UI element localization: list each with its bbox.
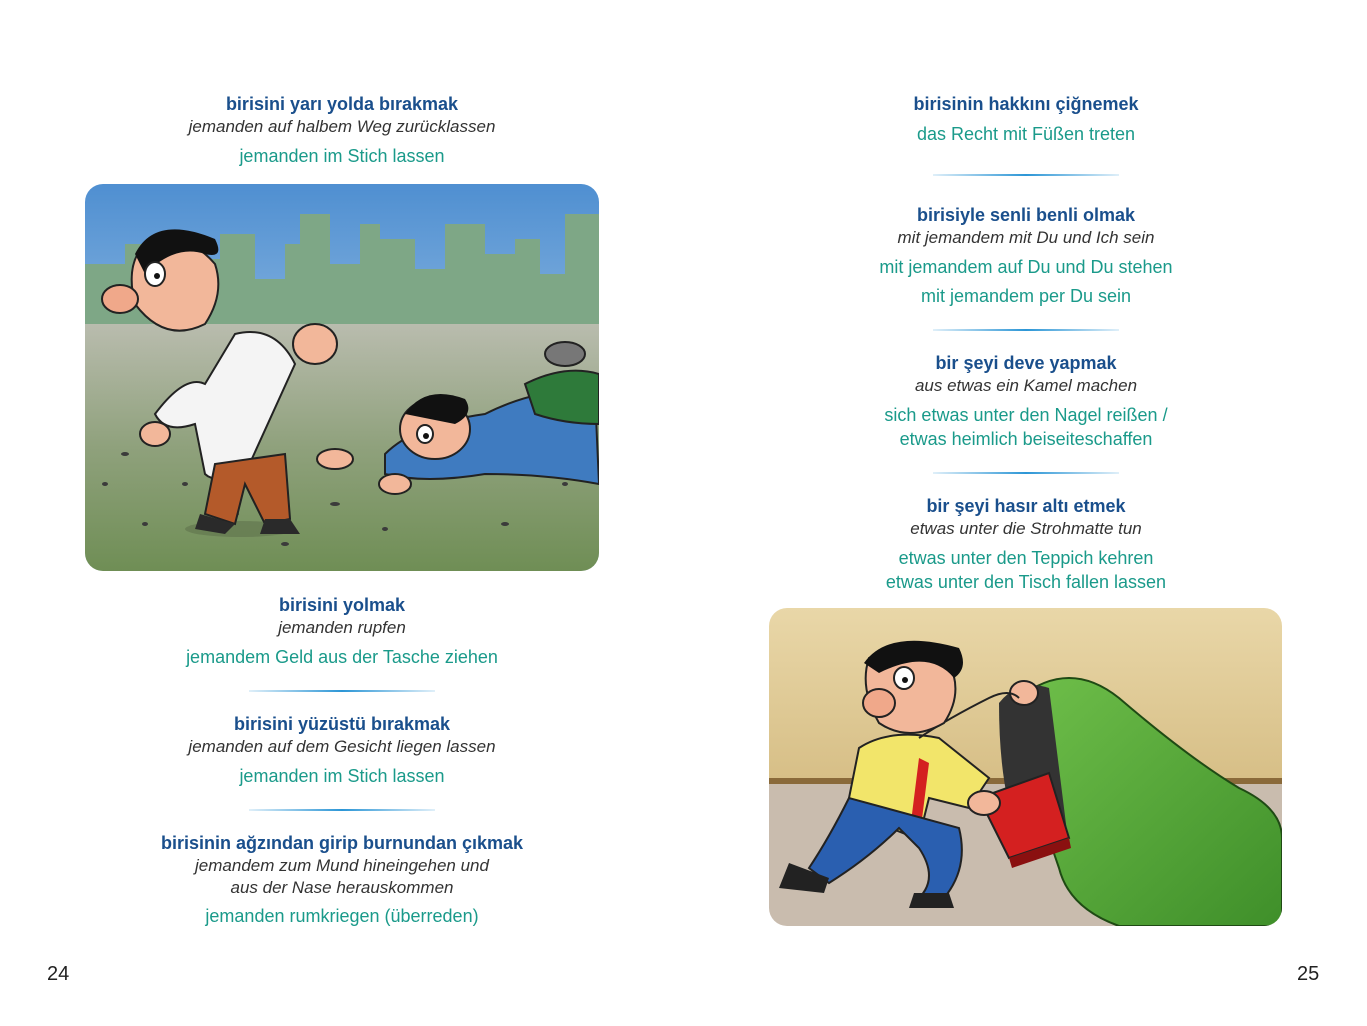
left-page [0,0,683,1026]
turkish-idiom: bir şeyi hasır altı etmek [926,496,1126,516]
separator-line [249,809,435,811]
idiom-entry [42,93,642,168]
literal-translation: etwas unter die Strohmatte tun [910,519,1142,538]
cartoon-image [85,184,599,571]
literal-translation: mit jemandem mit Du und Ich sein [897,228,1155,247]
idiom-entry [42,594,642,669]
separator-line [933,472,1119,474]
literal-translation: jemanden rupfen [278,618,406,637]
german-equivalent: sich etwas unter den Nagel reißen / [884,405,1168,425]
turkish-idiom: bir şeyi deve yapmak [935,353,1117,373]
literal-translation: aus etwas ein Kamel machen [914,376,1138,395]
german-equivalent: mit jemandem auf Du und Du stehen [879,257,1173,277]
literal-translation: jemanden auf halbem Weg zurücklassen [188,117,496,136]
turkish-idiom: birisini yolmak [278,595,406,615]
cartoon-image [769,608,1282,926]
page-number: 24 [47,963,70,985]
german-equivalent: das Recht mit Füßen treten [916,124,1136,144]
page-number: 25 [1297,963,1320,985]
illustration-under-carpet [769,608,1282,926]
literal-translation: aus der Nase herauskommen [230,878,454,897]
german-equivalent: etwas unter den Teppich kehren [898,548,1154,568]
german-equivalent: etwas heimlich beiseiteschaffen [899,429,1153,449]
literal-translation: jemanden auf dem Gesicht liegen lassen [188,737,496,756]
german-equivalent: jemanden im Stich lassen [239,146,445,166]
idiom-entry [726,495,1326,594]
idiom-entry [726,352,1326,451]
turkish-idiom: birisinin ağzından girip burnundan çıkmak [160,833,524,853]
separator-line [249,690,435,692]
german-equivalent: jemanden im Stich lassen [239,766,445,786]
separator-line [933,174,1119,176]
german-equivalent: jemandem Geld aus der Tasche ziehen [186,647,498,667]
turkish-idiom: birisini yarı yolda bırakmak [225,94,459,114]
idiom-entry [42,713,642,788]
turkish-idiom: birisini yüzüstü bırakmak [233,714,451,734]
literal-translation: jemandem zum Mund hineingehen und [195,856,489,875]
right-page [683,0,1367,1026]
german-equivalent: etwas unter den Tisch fallen lassen [885,572,1167,592]
separator-line [933,329,1119,331]
turkish-idiom: birisiyle senli benli olmak [916,205,1136,225]
turkish-idiom: birisinin hakkını çiğnemek [913,94,1139,114]
idiom-entry [726,93,1326,146]
idiom-entry [726,204,1326,308]
illustration-left-behind [85,184,599,571]
german-equivalent: jemanden rumkriegen (überreden) [205,906,479,926]
idiom-entry [42,832,642,928]
german-equivalent: mit jemandem per Du sein [920,286,1132,306]
